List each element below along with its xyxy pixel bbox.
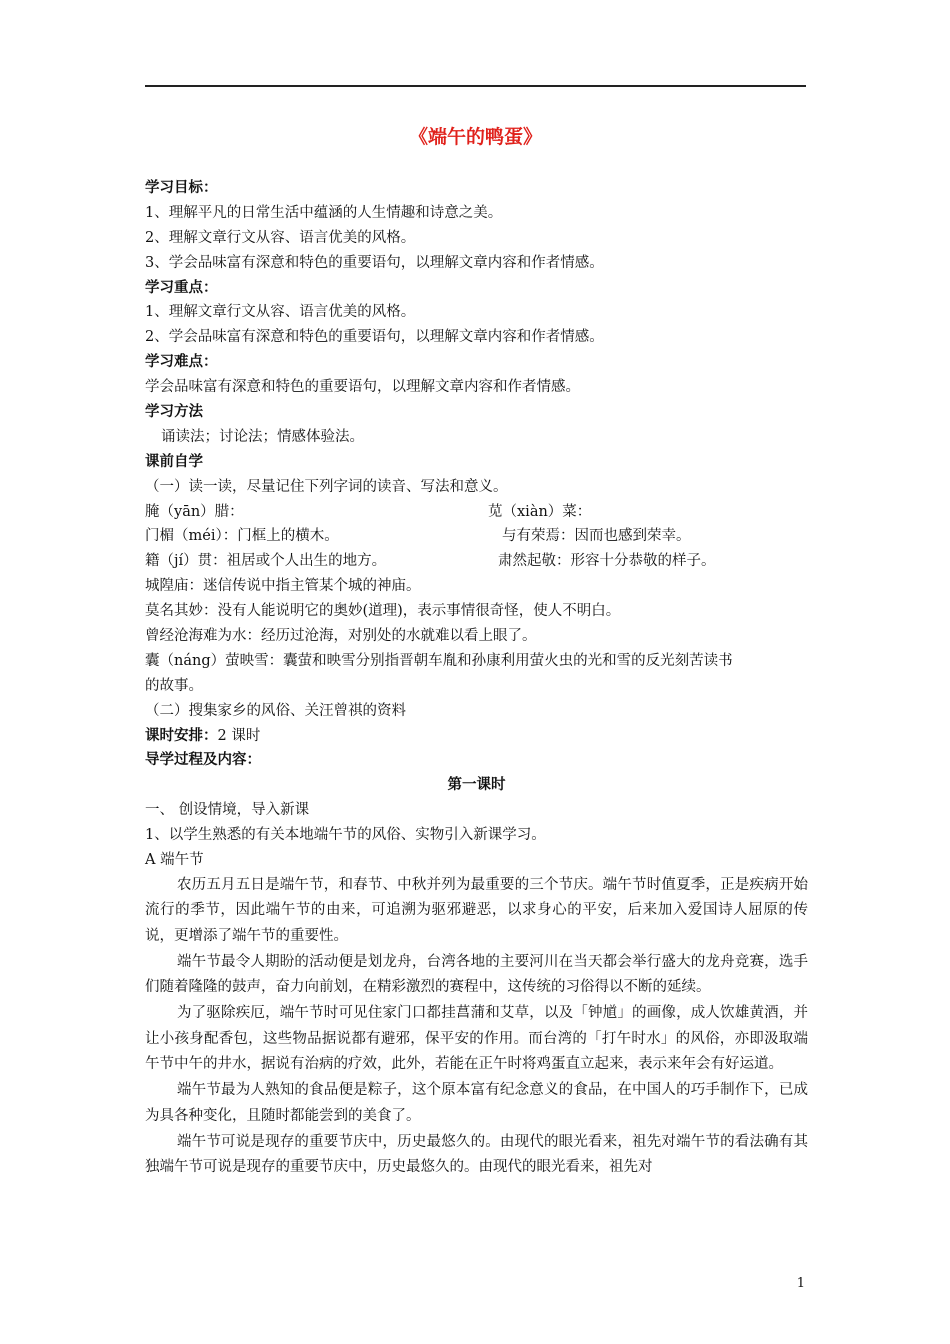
header-rule [145,85,806,87]
difficulty-heading: 学习难点： [145,354,218,371]
word-row [145,500,808,525]
word-entry: 腌（yān）腊： [145,503,244,520]
schedule-line [145,724,808,749]
paragraph: 为了驱除疾厄，端午节时可见住家门口都挂菖蒲和艾草，以及「钟馗」的画像，成人饮雄黄酒，并让小孩身配香包，这些物品据说都有避邪，保平安的作用。而台湾的「打午时水」的风俗，亦即汲取端午节中午的井水，据说有治病的疗效，此外，若能在正午时将鸡蛋直立起来，表示来年会有好运道。 [145,1005,808,1073]
preview-heading: 课前自学 [145,453,203,470]
goal-item: 2、理解文章行文从容、语言优美的风格。 [145,229,416,246]
definition: 莫名其妙：没有人能说明它的奥妙(道理)，表示事情很奇怪，使人不明白。 [145,603,621,620]
word-entry: 与有荣焉：因而也感到荣幸。 [502,528,691,545]
focus-item: 2、学会品味富有深意和特色的重要语句，以理解文章内容和作者情感。 [145,329,604,346]
method-heading: 学习方法 [145,404,203,421]
word-entry: 籍（jí）贯：祖居或个人出生的地方。 [145,553,387,570]
difficulty-item: 学会品味富有深意和特色的重要语句，以理解文章内容和作者情感。 [145,379,580,396]
preview-part2: （二）搜集家乡的风俗、关汪曾祺的资料 [145,702,406,719]
word-row [145,524,808,549]
definition: 曾经沧海难为水：经历过沧海，对别处的水就难以看上眼了。 [145,628,537,645]
doc-title: 《端午的鸭蛋》 [408,126,542,148]
word-entry: 肃然起敬：形容十分恭敬的样子。 [498,553,716,570]
process-heading: 导学过程及内容： [145,752,261,769]
paragraph: 端午节最令人期盼的活动便是划龙舟，台湾各地的主要河川在当天都会举行盛大的龙舟竞赛，选手们随着隆隆的鼓声，奋力向前划，在精彩激烈的赛程中，这传统的习俗得以不断的延续。 [145,953,808,996]
page-number: 1 [796,1276,805,1291]
goal-item: 1、理解平凡的日常生活中蕴涵的人生情趣和诗意之美。 [145,204,503,221]
method-text: 诵读法；讨论法；情感体验法。 [161,428,364,445]
definition: 囊（náng）萤映雪：囊萤和映雪分别指晋朝车胤和孙康利用萤火虫的光和雪的反光刻苦读书 [145,652,733,669]
doc-body [145,176,808,1181]
word-row [145,549,808,574]
lesson1-heading: 第一课时 [447,777,506,794]
schedule-value: 2 课时 [217,727,261,744]
schedule-heading: 课时安排： [145,727,218,744]
preview-part1: （一）读一读，尽量记住下列字词的读音、写法和意义。 [145,478,508,495]
word-entry: 门楣（méi）：门框上的横木。 [145,528,339,545]
step-item: 1、以学生熟悉的有关本地端午节的风俗、实物引入新课学习。 [145,827,546,844]
paragraph: 农历五月五日是端午节，和春节、中秋并列为最重要的三个节庆。端午节时值夏季，正是疾病开始流行的季节，因此端午节的由来，可追溯为驱邪避恶，以求身心的平安，后来加入爱国诗人屈原的传说，更增添了端午节的重要性。 [145,876,808,944]
definition: 的故事。 [145,677,203,694]
step-heading: 一、 创设情境，导入新课 [145,802,310,819]
word-entry: 苋（xiàn）菜： [488,503,592,520]
goals-heading: 学习目标： [145,180,218,196]
paragraph: 端午节最为人熟知的食品便是粽子，这个原本富有纪念意义的食品，在中国人的巧手制作下，已成为具各种变化，且随时都能尝到的美食了。 [145,1082,808,1124]
focus-item: 1、理解文章行文从容、语言优美的风格。 [145,304,416,321]
definition: 城隍庙：迷信传说中指主管某个城的神庙。 [145,578,421,595]
section-label: A 端午节 [145,852,204,869]
paragraph: 端午节可说是现存的重要节庆中，历史最悠久的。由现代的眼光看来，祖先对端午节的看法确有其独端午节可说是现存的重要节庆中，历史最悠久的。由现代的眼光看来，祖先对 [145,1133,808,1176]
goal-item: 3、学会品味富有深意和特色的重要语句，以理解文章内容和作者情感。 [145,254,604,271]
focus-heading: 学习重点： [145,279,218,296]
